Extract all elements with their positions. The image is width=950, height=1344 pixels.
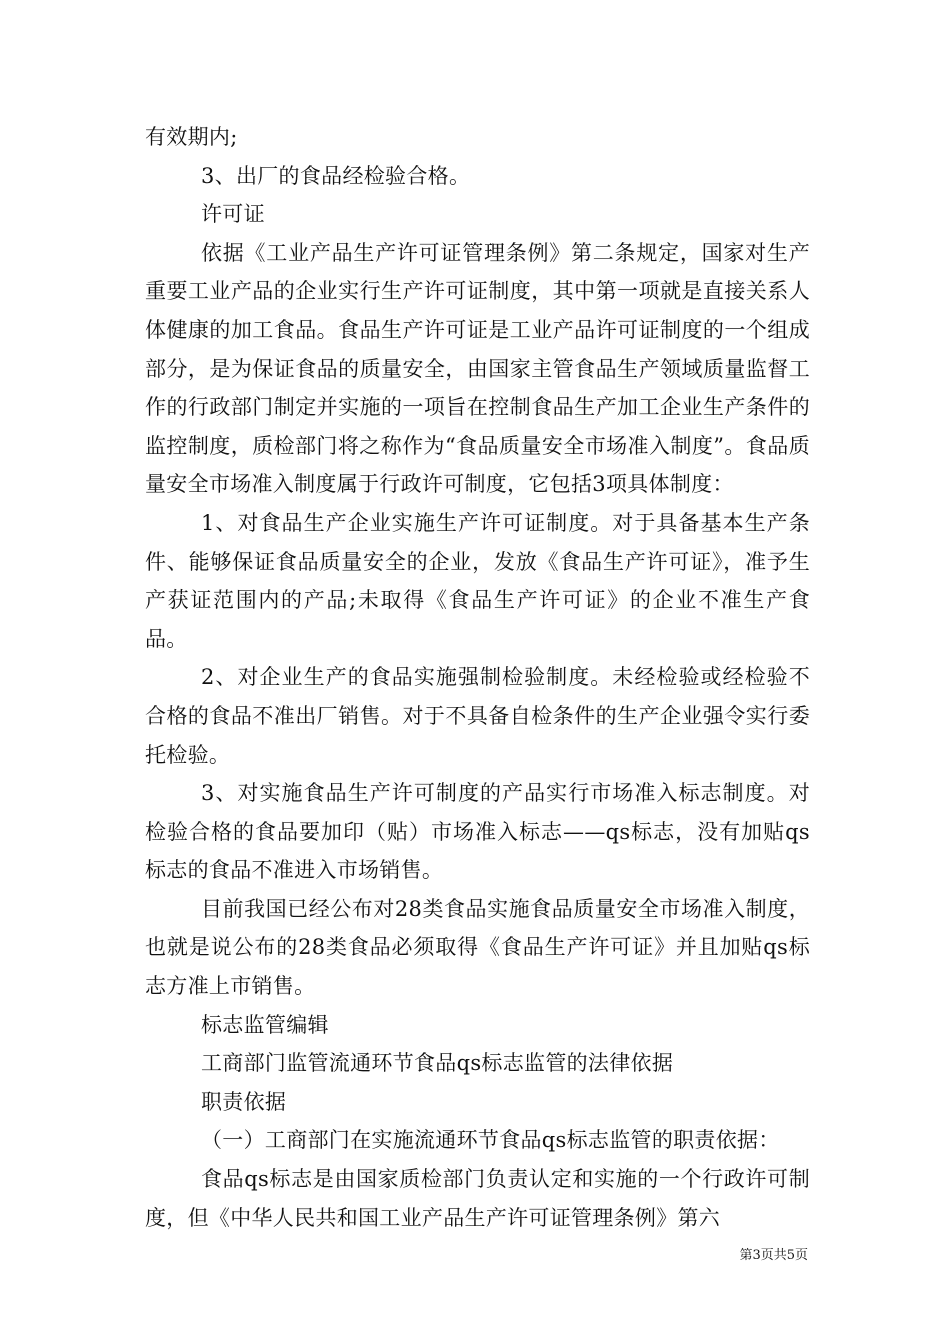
page-number: 第3页共5页 bbox=[739, 1248, 808, 1263]
paragraph-1: 有效期内; bbox=[145, 125, 238, 149]
section-heading-legal-basis: 工商部门监管流通环节食品qs标志监管的法律依据 bbox=[201, 1051, 674, 1076]
section-heading-duty-basis: 职责依据 bbox=[201, 1089, 287, 1114]
document-body bbox=[145, 118, 810, 1237]
section-heading-license: 许可证 bbox=[201, 202, 265, 227]
paragraph-12: （一）工商部门在实施流通环节食品qs标志监管的职责依据： bbox=[201, 1128, 780, 1153]
paragraph-7: 3、对实施食品生产许可制度的产品实行市场准入标志制度。对检验合格的食品要加印（贴）市场准入标志——qs标志，没有加贴qs标志的食品不准进入市场销售。 bbox=[145, 781, 810, 883]
paragraph-6: 2、对企业生产的食品实施强制检验制度。未经检验或经检验不合格的食品不准出厂销售。对于不具备自检条件的生产企业强令实行委托检验。 bbox=[145, 665, 810, 767]
section-heading-mark-supervision: 标志监管编辑 bbox=[201, 1012, 329, 1037]
paragraph-5: 1、对食品生产企业实施生产许可证制度。对于具备基本生产条件、能够保证食品质量安全的企业，发放《食品生产许可证》，准予生产获证范围内的产品;未取得《食品生产许可证》的企业不准生产食品。 bbox=[145, 510, 810, 651]
paragraph-4: 依据《工业产品生产许可证管理条例》第二条规定，国家对生产重要工业产品的企业实行生产许可证制度，其中第一项就是直接关系人体健康的加工食品。食品生产许可证是工业产品许可证制度的一个组成部分，是为保证食品的质量安全，由国家主管食品生产领域质量监督工作的行政部门制定并实施的一项旨在控制食品生产加工企业生产条件的监控制度，质检部门将之称作为“食品质量安全市场准入制度”。食品质量安全市场准入制度属于行政许可制度，它包括3项具体制度： bbox=[145, 240, 810, 497]
paragraph-13: 食品qs标志是由国家质检部门负责认定和实施的一个行政许可制度，但《中华人民共和国工业产品生产许可证管理条例》第六 bbox=[145, 1167, 810, 1230]
paragraph-8: 目前我国已经公布对28类食品实施食品质量安全市场准入制度，也就是说公布的28类食品必须取得《食品生产许可证》并且加贴qs标志方准上市销售。 bbox=[145, 896, 810, 999]
paragraph-2: 3、出厂的食品经检验合格。 bbox=[201, 163, 471, 188]
